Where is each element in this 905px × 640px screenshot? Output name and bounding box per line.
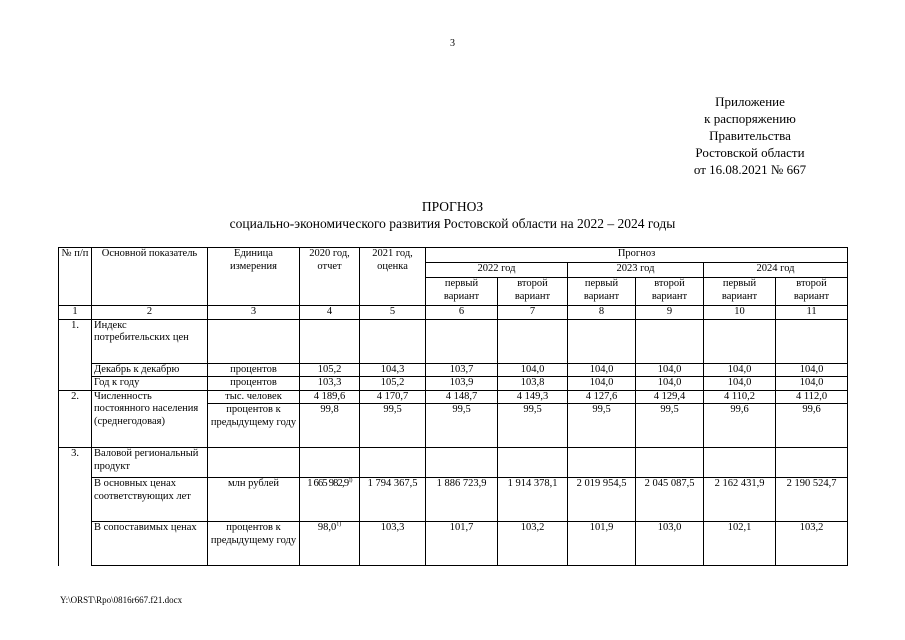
row-unit: млн рублей (208, 478, 300, 522)
table-row (59, 363, 848, 377)
value-cell: 4 127,6 (568, 390, 636, 404)
value-cell: 104,0 (776, 377, 848, 391)
value-cell: 2 162 431,9 (704, 478, 776, 522)
value-cell: 1 794 367,5 (360, 478, 426, 522)
table-row (59, 377, 848, 391)
annex-line: от 16.08.2021 № 667 (693, 162, 807, 177)
header-variant-2: второй вариант (636, 278, 704, 306)
value-cell: 101,9 (568, 522, 636, 566)
title-line-1: ПРОГНОЗ (421, 199, 484, 214)
value-cell: 105,2 (300, 363, 360, 377)
row-unit: тыс. человек (208, 390, 300, 404)
value-cell: 103,2 (776, 522, 848, 566)
value-cell: 2 045 087,5 (636, 478, 704, 522)
column-number: 2 (92, 306, 208, 320)
header-variant-2: второй вариант (498, 278, 568, 306)
value-cell: 99,5 (360, 404, 426, 448)
value-cell: 1 914 378,1 (498, 478, 568, 522)
row-indicator: В сопоставимых ценах (92, 522, 208, 566)
value-cell: 99,5 (498, 404, 568, 448)
column-number-row (59, 306, 848, 320)
value-cell: 4 189,6 (300, 390, 360, 404)
header-variant-1: первый вариант (704, 278, 776, 306)
value-cell: 104,0 (704, 377, 776, 391)
row-unit: процентов к предыдущему году (208, 404, 300, 448)
row-indicator: В основных ценах соответствующих лет (92, 478, 208, 522)
value-cell: 99,6 (704, 404, 776, 448)
value-cell: 104,0 (636, 377, 704, 391)
value-cell (300, 478, 360, 522)
header-2024: 2024 год (704, 263, 848, 278)
column-number: 11 (776, 306, 848, 320)
value-cell: 4 148,7 (426, 390, 498, 404)
row-indicator: Индекс потребительских цен (92, 319, 208, 363)
table-row (59, 448, 848, 478)
annex-line: к распоряжению (704, 111, 796, 126)
value-cell: 99,6 (776, 404, 848, 448)
value-cell: 4 110,2 (704, 390, 776, 404)
column-number: 10 (704, 306, 776, 320)
footnote-mark: 1) (336, 521, 342, 528)
forecast-table (58, 247, 848, 566)
table-row (59, 478, 848, 522)
value-cell: 4 129,4 (636, 390, 704, 404)
header-indicator: Основной показатель (92, 248, 208, 306)
header-variant-1: первый вариант (426, 278, 498, 306)
value-text: 1 665 982,9 (307, 478, 349, 489)
value-cell: 4 170,7 (360, 390, 426, 404)
value-cell: 103,3 (360, 522, 426, 566)
row-indicator: Год к году (92, 377, 208, 391)
column-number: 3 (208, 306, 300, 320)
header-num: № п/п (59, 248, 92, 306)
header-2022: 2022 год (426, 263, 568, 278)
annex-block (640, 93, 860, 178)
value-cell: 99,5 (568, 404, 636, 448)
value-cell: 104,0 (498, 363, 568, 377)
annex-line: Приложение (715, 94, 785, 109)
value-cell: 1 886 723,9 (426, 478, 498, 522)
column-number: 4 (300, 306, 360, 320)
value-text: 98,0 (317, 522, 337, 533)
header-2020: 2020 год, отчет (300, 248, 360, 306)
column-number: 1 (59, 306, 92, 320)
page-number: 3 (450, 38, 455, 49)
value-cell: 99,5 (636, 404, 704, 448)
value-cell: 2 190 524,7 (776, 478, 848, 522)
value-cell (300, 522, 360, 566)
table-row (59, 522, 848, 566)
header-variant-2: второй вариант (776, 278, 848, 306)
value-cell: 4 149,3 (498, 390, 568, 404)
row-number: 2. (59, 390, 92, 448)
value-cell: 103,7 (426, 363, 498, 377)
column-number: 6 (426, 306, 498, 320)
column-number: 7 (498, 306, 568, 320)
value-cell: 104,0 (568, 377, 636, 391)
value-cell: 104,0 (776, 363, 848, 377)
column-number: 5 (360, 306, 426, 320)
value-cell: 101,7 (426, 522, 498, 566)
value-cell: 103,8 (498, 377, 568, 391)
header-forecast: Прогноз (426, 248, 848, 263)
title-line-2: социально-экономического развития Ростовской области на 2022 – 2024 годы (229, 216, 676, 231)
header-unit: Единица измерения (208, 248, 300, 306)
annex-line: Ростовской области (695, 145, 805, 160)
value-cell: 103,3 (300, 377, 360, 391)
value-cell: 103,0 (636, 522, 704, 566)
value-cell: 104,3 (360, 363, 426, 377)
value-cell: 105,2 (360, 377, 426, 391)
value-cell: 104,0 (568, 363, 636, 377)
value-cell: 99,5 (426, 404, 498, 448)
footnote-mark: 1) (348, 477, 352, 484)
value-cell: 99,8 (300, 404, 360, 448)
row-unit: процентов к предыдущему году (208, 522, 300, 566)
row-number: 1. (59, 319, 92, 390)
row-indicator: Декабрь к декабрю (92, 363, 208, 377)
document-title (0, 198, 905, 232)
row-number: 3. (59, 448, 92, 566)
table-row (59, 319, 848, 363)
annex-line: Правительства (709, 128, 791, 143)
header-variant-1: первый вариант (568, 278, 636, 306)
value-cell: 2 019 954,5 (568, 478, 636, 522)
value-cell: 103,2 (498, 522, 568, 566)
column-number: 8 (568, 306, 636, 320)
row-indicator: Численность постоянного населения (среднегодовая) (92, 390, 208, 448)
column-number: 9 (636, 306, 704, 320)
value-cell: 103,9 (426, 377, 498, 391)
row-indicator: Валовой региональный продукт (92, 448, 208, 478)
value-cell: 4 112,0 (776, 390, 848, 404)
row-unit: процентов (208, 377, 300, 391)
table-row (59, 390, 848, 404)
value-cell: 102,1 (704, 522, 776, 566)
file-path-footer: Y:\ORST\Rpo\0816r667.f21.docx (60, 595, 183, 605)
row-unit: процентов (208, 363, 300, 377)
value-cell: 104,0 (636, 363, 704, 377)
header-2021: 2021 год, оценка (360, 248, 426, 306)
value-cell: 104,0 (704, 363, 776, 377)
header-2023: 2023 год (568, 263, 704, 278)
